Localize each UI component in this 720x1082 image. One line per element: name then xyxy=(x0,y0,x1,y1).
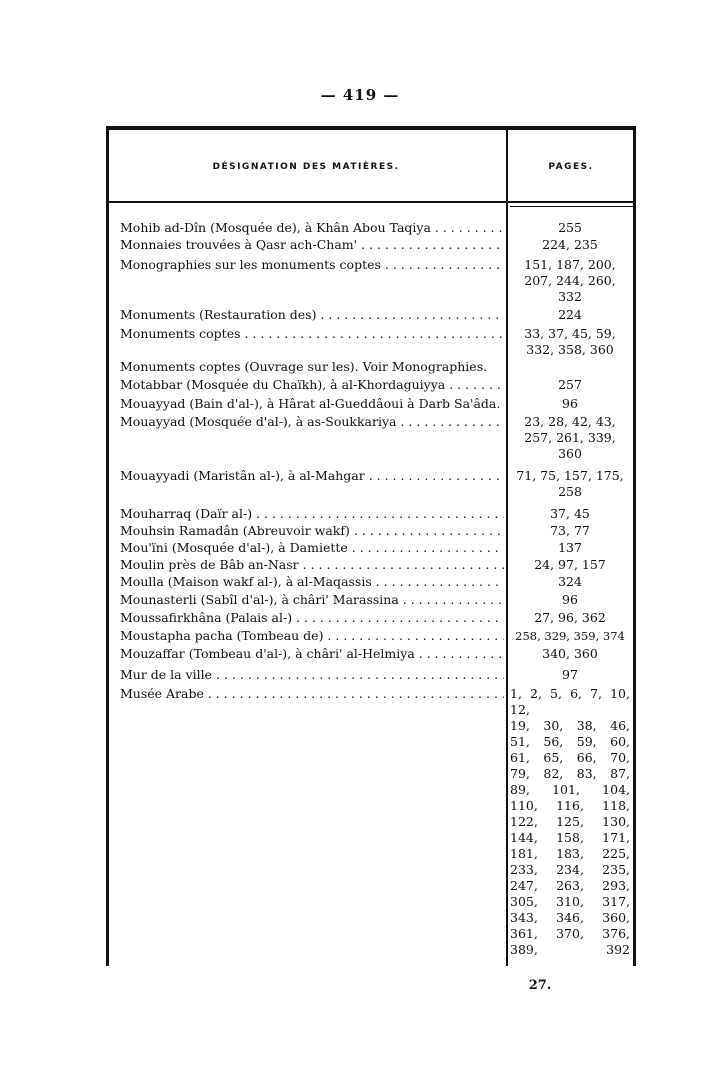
page-refs: 340, 360 xyxy=(542,646,598,661)
entry-text: Mou'ïni (Mosquée d'al-), à Damiette . . . xyxy=(120,540,504,556)
page-refs: 224 xyxy=(558,307,582,322)
entry-text: Musée Arabe . . . xyxy=(120,686,504,702)
entry-text: Moussafirkhâna (Palais al-) . . . xyxy=(120,610,504,626)
entry-text: Mouzaffar (Tombeau d'al-), à châri' al-Helmiya . . . xyxy=(120,646,504,662)
column-divider xyxy=(506,126,508,966)
page-refs: 97 xyxy=(562,667,578,682)
column-header-pages: PAGES. xyxy=(548,162,594,172)
header-rule xyxy=(106,201,636,203)
page-refs: 96 xyxy=(562,396,578,411)
page-refs: 255 xyxy=(558,220,582,235)
page-refs: 257 xyxy=(558,377,582,392)
entry-text: Motabbar (Mosquée du Chaïkh), à al-Khordaguiyya . . . xyxy=(120,377,504,393)
entry-text: Monuments (Restauration des) . . . xyxy=(120,307,504,323)
page-refs: 324 xyxy=(558,574,582,589)
entry-text: Moulin près de Bâb an-Nasr . . . xyxy=(120,557,504,573)
entry-text: Monographies sur les monuments coptes . . . xyxy=(120,257,504,273)
page-refs: 71, 75, 157, 175, 258 xyxy=(516,468,624,499)
page-refs: 258, 329, 359, 374 xyxy=(515,629,625,643)
entry-text: Mouharraq (Daïr al-) . . . xyxy=(120,506,504,522)
index-table xyxy=(106,126,636,966)
table-left-rule xyxy=(106,126,109,966)
header-rule-pages xyxy=(510,206,636,207)
column-header-subjects: DÉSIGNATION DES MATIÈRES. xyxy=(212,162,400,172)
table-right-rule xyxy=(633,126,636,966)
entry-text: Mur de la ville . . . xyxy=(120,667,504,683)
entry-text: Monnaies trouvées à Qasr ach-Cham' . . . xyxy=(120,237,504,253)
entry-text: Mouayyadi (Maristân al-), à al-Mahgar . . . xyxy=(120,468,504,484)
entry-text: Mouayyad (Mosquée d'al-), à as-Soukkariya . . . xyxy=(120,414,504,430)
page-refs: 27, 96, 362 xyxy=(534,610,606,625)
entry-text: Moustapha pacha (Tombeau de) . . . xyxy=(120,628,504,644)
entry-text: Mounasterli (Sabîl d'al-), à châri' Marassina . . . xyxy=(120,592,504,608)
page-refs: 73, 77 xyxy=(550,523,590,538)
entry-text: Mouayyad (Bain d'al-), à Hârat al-Gueddâoui à Darb Sa'âda. . . . xyxy=(120,396,504,412)
page-refs: 224, 235 xyxy=(542,237,598,252)
entry-text: Mouhsin Ramadân (Abreuvoir wakf) . . . xyxy=(120,523,504,539)
page-refs: 37, 45 xyxy=(550,506,590,521)
page-refs: 96 xyxy=(562,592,578,607)
page-refs: 137 xyxy=(558,540,582,555)
table-top-rule xyxy=(106,126,636,130)
page-refs: 23, 28, 42, 43, 257, 261, 339, 360 xyxy=(524,414,616,461)
page-refs: 24, 97, 157 xyxy=(534,557,606,572)
page-number: — 419 — xyxy=(320,86,400,104)
signature-mark: 27. xyxy=(528,978,552,993)
page-refs: 1, 2, 5, 6, 7, 10, 12, 19, 30, 38, 46, 51, 56, 59, 60, 61, 65, 66, 70, 79, 82, 83, 87, 89, 101, 104, 110, 116, 118, 122, 125, 130, 144, 158, 171, 181, 183, 225, 233, 234, 235, 247, 263, 293, 305, 310, 317, 343, 346, 360, 361, 370, 376, 389, 392 xyxy=(510,686,630,957)
entry-text: Moulla (Maison wakf al-), à al-Maqassis . . . xyxy=(120,574,504,590)
entry-text: Monuments coptes . . . xyxy=(120,326,504,342)
page-refs: 151, 187, 200, 207, 244, 260, 332 xyxy=(524,257,616,304)
entry-text: Monuments coptes (Ouvrage sur les). Voir Monographies. xyxy=(120,359,488,374)
page-refs: 33, 37, 45, 59, 332, 358, 360 xyxy=(524,326,616,357)
entry-text: Mohib ad-Dîn (Mosquée de), à Khân Abou Taqiya . . . xyxy=(120,220,504,236)
